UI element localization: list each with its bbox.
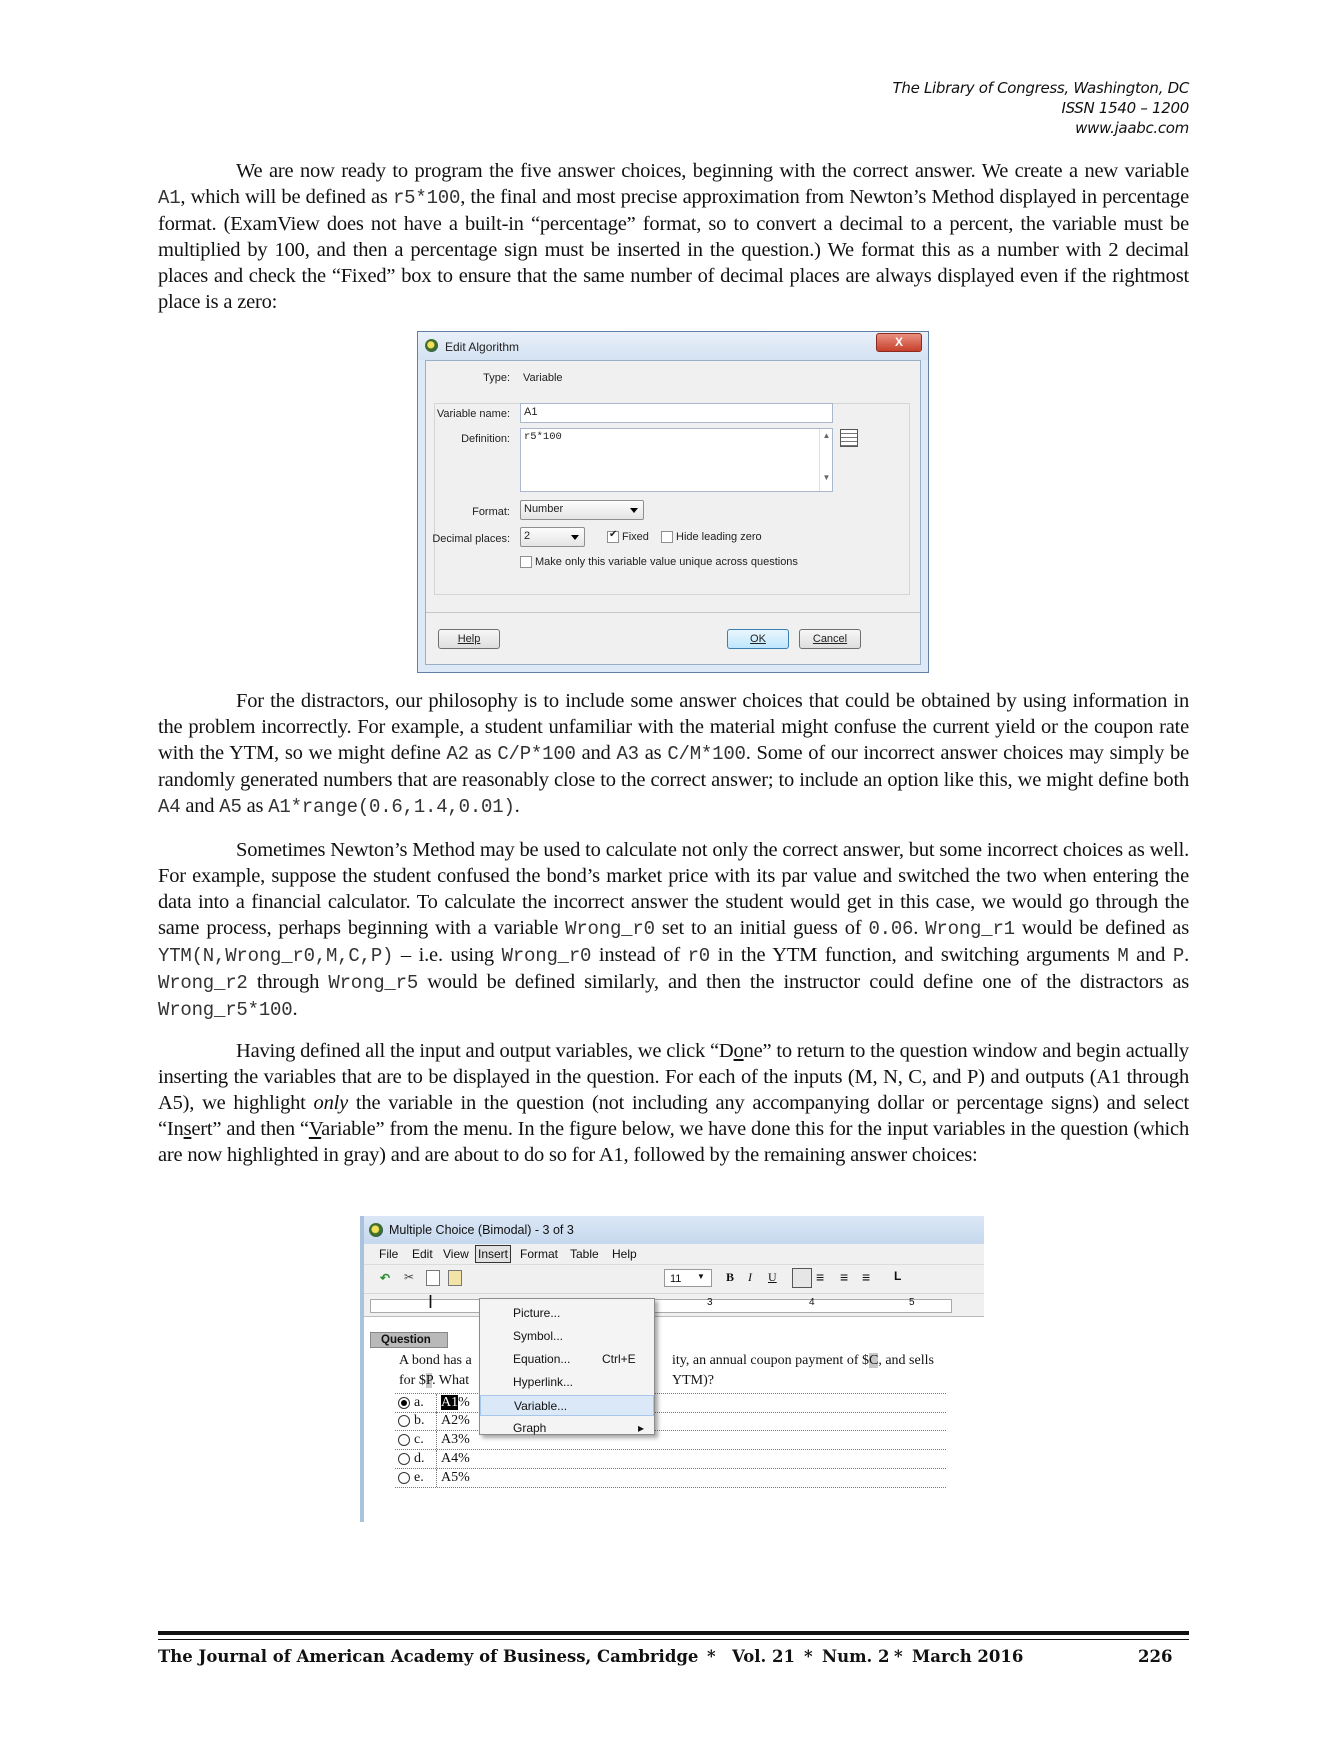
examview-app-icon xyxy=(425,339,438,352)
align-center-icon[interactable]: ≡ xyxy=(816,1269,825,1285)
format-select[interactable]: Number xyxy=(520,500,644,520)
window-title: Multiple Choice (Bimodal) - 3 of 3 xyxy=(389,1223,574,1237)
ruler-mark: 4 xyxy=(809,1297,815,1308)
ruler-mark: 3 xyxy=(707,1297,713,1308)
chevron-down-icon: ▼ xyxy=(697,1272,705,1281)
radio-icon[interactable] xyxy=(398,1434,410,1446)
underline-icon[interactable]: U xyxy=(768,1270,777,1284)
radio-icon[interactable] xyxy=(398,1415,410,1427)
question-line-2: for $P. What xyxy=(399,1373,470,1388)
menu-bar xyxy=(364,1244,984,1265)
font-size-select[interactable]: 11 xyxy=(664,1269,712,1287)
running-header xyxy=(893,78,1190,138)
ok-button[interactable]: OK xyxy=(727,629,789,649)
copy-icon[interactable] xyxy=(426,1270,440,1286)
justify-icon[interactable]: ≡ xyxy=(862,1269,871,1285)
type-label: Type: xyxy=(483,372,510,384)
menu-item-variable[interactable]: Variable... xyxy=(480,1395,654,1416)
italic-icon[interactable]: I xyxy=(748,1270,752,1284)
unique-variable-label: Make only this variable value unique across questions xyxy=(535,556,798,568)
type-value: Variable xyxy=(523,372,563,384)
dialog-titlebar xyxy=(418,332,928,360)
question-tab[interactable]: Question xyxy=(370,1332,448,1348)
answer-choice-c[interactable]: c. A3% xyxy=(395,1431,946,1450)
fixed-label: Fixed xyxy=(622,531,649,543)
multiple-choice-window xyxy=(360,1216,984,1522)
question-line-2-cont: YTM)? xyxy=(672,1373,714,1388)
unique-variable-checkbox[interactable] xyxy=(520,556,532,568)
decimal-places-select[interactable]: 2 xyxy=(520,527,585,547)
question-line-1: A bond has a xyxy=(399,1353,472,1368)
menu-insert[interactable]: Insert xyxy=(475,1245,511,1263)
format-label: Format: xyxy=(472,506,510,518)
footer-separator: * xyxy=(804,1647,813,1666)
paragraph-1: We are now ready to program the five answer choices, beginning with the correct answer. We create a new variable A1, which will be defined as r5*100, the final and most precise approximation from Newton’s Method displayed in percentage format. (ExamView does not have a built-in “percentage” format, so to convert a decimal to a percent, the variable must be multiplied by 100, and then a percentage sign must be inserted in the question.) We format this as a number with 2 decimal places and check the “Fixed” box to ensure that the same number of decimal places are always displayed even if the rightmost place is a zero: xyxy=(158,160,1189,313)
align-left-icon[interactable] xyxy=(792,1268,812,1288)
footer-rule-thick xyxy=(158,1631,1189,1635)
question-line-1-cont: ity, an annual coupon payment of $C, and sells xyxy=(672,1353,934,1368)
help-button[interactable]: Help xyxy=(438,629,500,649)
definition-scrollbar[interactable]: ▲ ▼ xyxy=(819,429,833,491)
hide-leading-zero-checkbox[interactable] xyxy=(661,531,673,543)
edit-algorithm-dialog xyxy=(417,331,929,673)
paragraph-3: Sometimes Newton’s Method may be used to calculate not only the correct answer, but some incorrect choices as well. For example, suppose the student confused the bond’s market price with its par value and switched the two when entering the data into a financial calculator. To calculate the incorrect answer the student would get in this case, we would go through the same process, perhaps beginning with a variable Wrong_r0 set to an initial guess of 0.06. Wrong_r1 would be defined as YTM(N,Wrong_r0,M,C,P) – i.e. using Wrong_r0 instead of r0 in the YTM function, and switching arguments M and P. Wrong_r2 through Wrong_r5 would be defined similarly, and then the instructor could define one of the distractors as Wrong_r5*100. xyxy=(158,839,1189,1021)
dialog-title: Edit Algorithm xyxy=(445,340,520,354)
answer-choice-b[interactable]: b. A2% xyxy=(395,1412,946,1431)
cursor-ibeam-icon: Ι xyxy=(428,1292,434,1312)
definition-textarea[interactable]: r5*100 xyxy=(520,428,833,492)
decimal-places-label: Decimal places: xyxy=(432,533,510,545)
footer-rule-thin xyxy=(158,1639,1189,1640)
answer-choice-a[interactable]: a. A1% xyxy=(395,1393,946,1413)
header-library: The Library of Congress, Washington, DC xyxy=(892,79,1189,97)
align-right-icon[interactable]: ≡ xyxy=(840,1269,849,1285)
header-url: www.jaabc.com xyxy=(1075,119,1189,137)
cut-icon[interactable]: ✂ xyxy=(404,1270,415,1284)
checkmark-icon: ✔ xyxy=(609,529,618,540)
insert-dropdown-menu xyxy=(479,1298,655,1435)
radio-selected-icon[interactable] xyxy=(398,1397,410,1409)
menu-item-graph[interactable]: Graph ▸ xyxy=(480,1418,654,1439)
hide-leading-zero-label: Hide leading zero xyxy=(676,531,762,543)
bold-icon[interactable]: B xyxy=(726,1270,735,1284)
menu-item-equation[interactable]: Equation... Ctrl+E xyxy=(513,1352,636,1366)
cancel-button[interactable]: Cancel xyxy=(799,629,861,649)
window-titlebar xyxy=(364,1216,984,1244)
page-number: 226 xyxy=(1138,1647,1173,1666)
answer-choice-d[interactable]: d. A4% xyxy=(395,1450,946,1469)
paste-icon[interactable] xyxy=(448,1270,462,1286)
close-button[interactable]: X xyxy=(876,333,922,352)
function-list-icon[interactable] xyxy=(840,429,858,447)
footer xyxy=(158,1647,1189,1666)
menu-item-symbol[interactable]: Symbol... xyxy=(513,1329,564,1343)
footer-number: Num. 2 xyxy=(822,1647,890,1666)
radio-icon[interactable] xyxy=(398,1472,410,1484)
menu-view[interactable]: View xyxy=(443,1247,469,1261)
undo-icon[interactable]: ↶ xyxy=(380,1271,391,1285)
menu-item-picture[interactable]: Picture... xyxy=(513,1306,561,1320)
submenu-arrow-icon: ▸ xyxy=(638,1421,645,1435)
ruler xyxy=(364,1294,984,1317)
toolbar xyxy=(364,1265,984,1294)
examview-app-icon xyxy=(369,1223,383,1237)
footer-date: March 2016 xyxy=(912,1647,1024,1666)
variable-name-input[interactable]: A1 xyxy=(520,403,833,423)
footer-separator: * xyxy=(894,1647,903,1666)
footer-volume: Vol. 21 xyxy=(732,1647,796,1666)
menu-file[interactable]: File xyxy=(379,1247,399,1261)
menu-item-hyperlink[interactable]: Hyperlink... xyxy=(513,1375,574,1389)
menu-table[interactable]: Table xyxy=(570,1247,599,1261)
tab-stop-icon[interactable]: L xyxy=(894,1269,902,1283)
menu-format[interactable]: Format xyxy=(520,1247,559,1261)
answer-choice-e[interactable]: e. A5% xyxy=(395,1469,946,1488)
footer-separator: * xyxy=(707,1647,716,1666)
radio-icon[interactable] xyxy=(398,1453,410,1465)
ruler-mark: 5 xyxy=(909,1297,915,1308)
footer-journal: The Journal of American Academy of Business, Cambridge xyxy=(158,1647,699,1666)
menu-help[interactable]: Help xyxy=(612,1247,637,1261)
button-divider xyxy=(426,612,920,613)
fixed-checkbox[interactable] xyxy=(607,531,619,543)
variable-name-label: Variable name: xyxy=(436,408,510,420)
menu-edit[interactable]: Edit xyxy=(412,1247,433,1261)
dialog-body xyxy=(425,360,921,665)
paragraph-4: Having defined all the input and output variables, we click “Done” to return to the question window and begin actually inserting the variables that are to be displayed in the question. For each of the inputs (M, N, C, and P) and outputs (A1 through A5), we highlight only the variable in the question (not including any accompanying dollar or percentage signs) and select “Insert” and then “Variable” from the menu. In the figure below, we have done this for the input variables in the question (which are now highlighted in gray) and are about to do so for A1, followed by the remaining answer choices: xyxy=(158,1040,1190,1166)
definition-label: Definition: xyxy=(461,433,510,445)
paragraph-2: For the distractors, our philosophy is to include some answer choices that could be obtained by using information in the problem incorrectly. For example, a student unfamiliar with the material might confuse the current yield or the coupon rate with the YTM, so we might define A2 as C/P*100 and A3 as C/M*100. Some of our incorrect answer choices may simply be randomly generated numbers that are reasonably close to the correct answer; to include an option like this, we might define both A4 and A5 as A1*range(0.6,1.4,0.01). xyxy=(158,690,1190,818)
header-issn: ISSN 1540 – 1200 xyxy=(1061,99,1189,117)
